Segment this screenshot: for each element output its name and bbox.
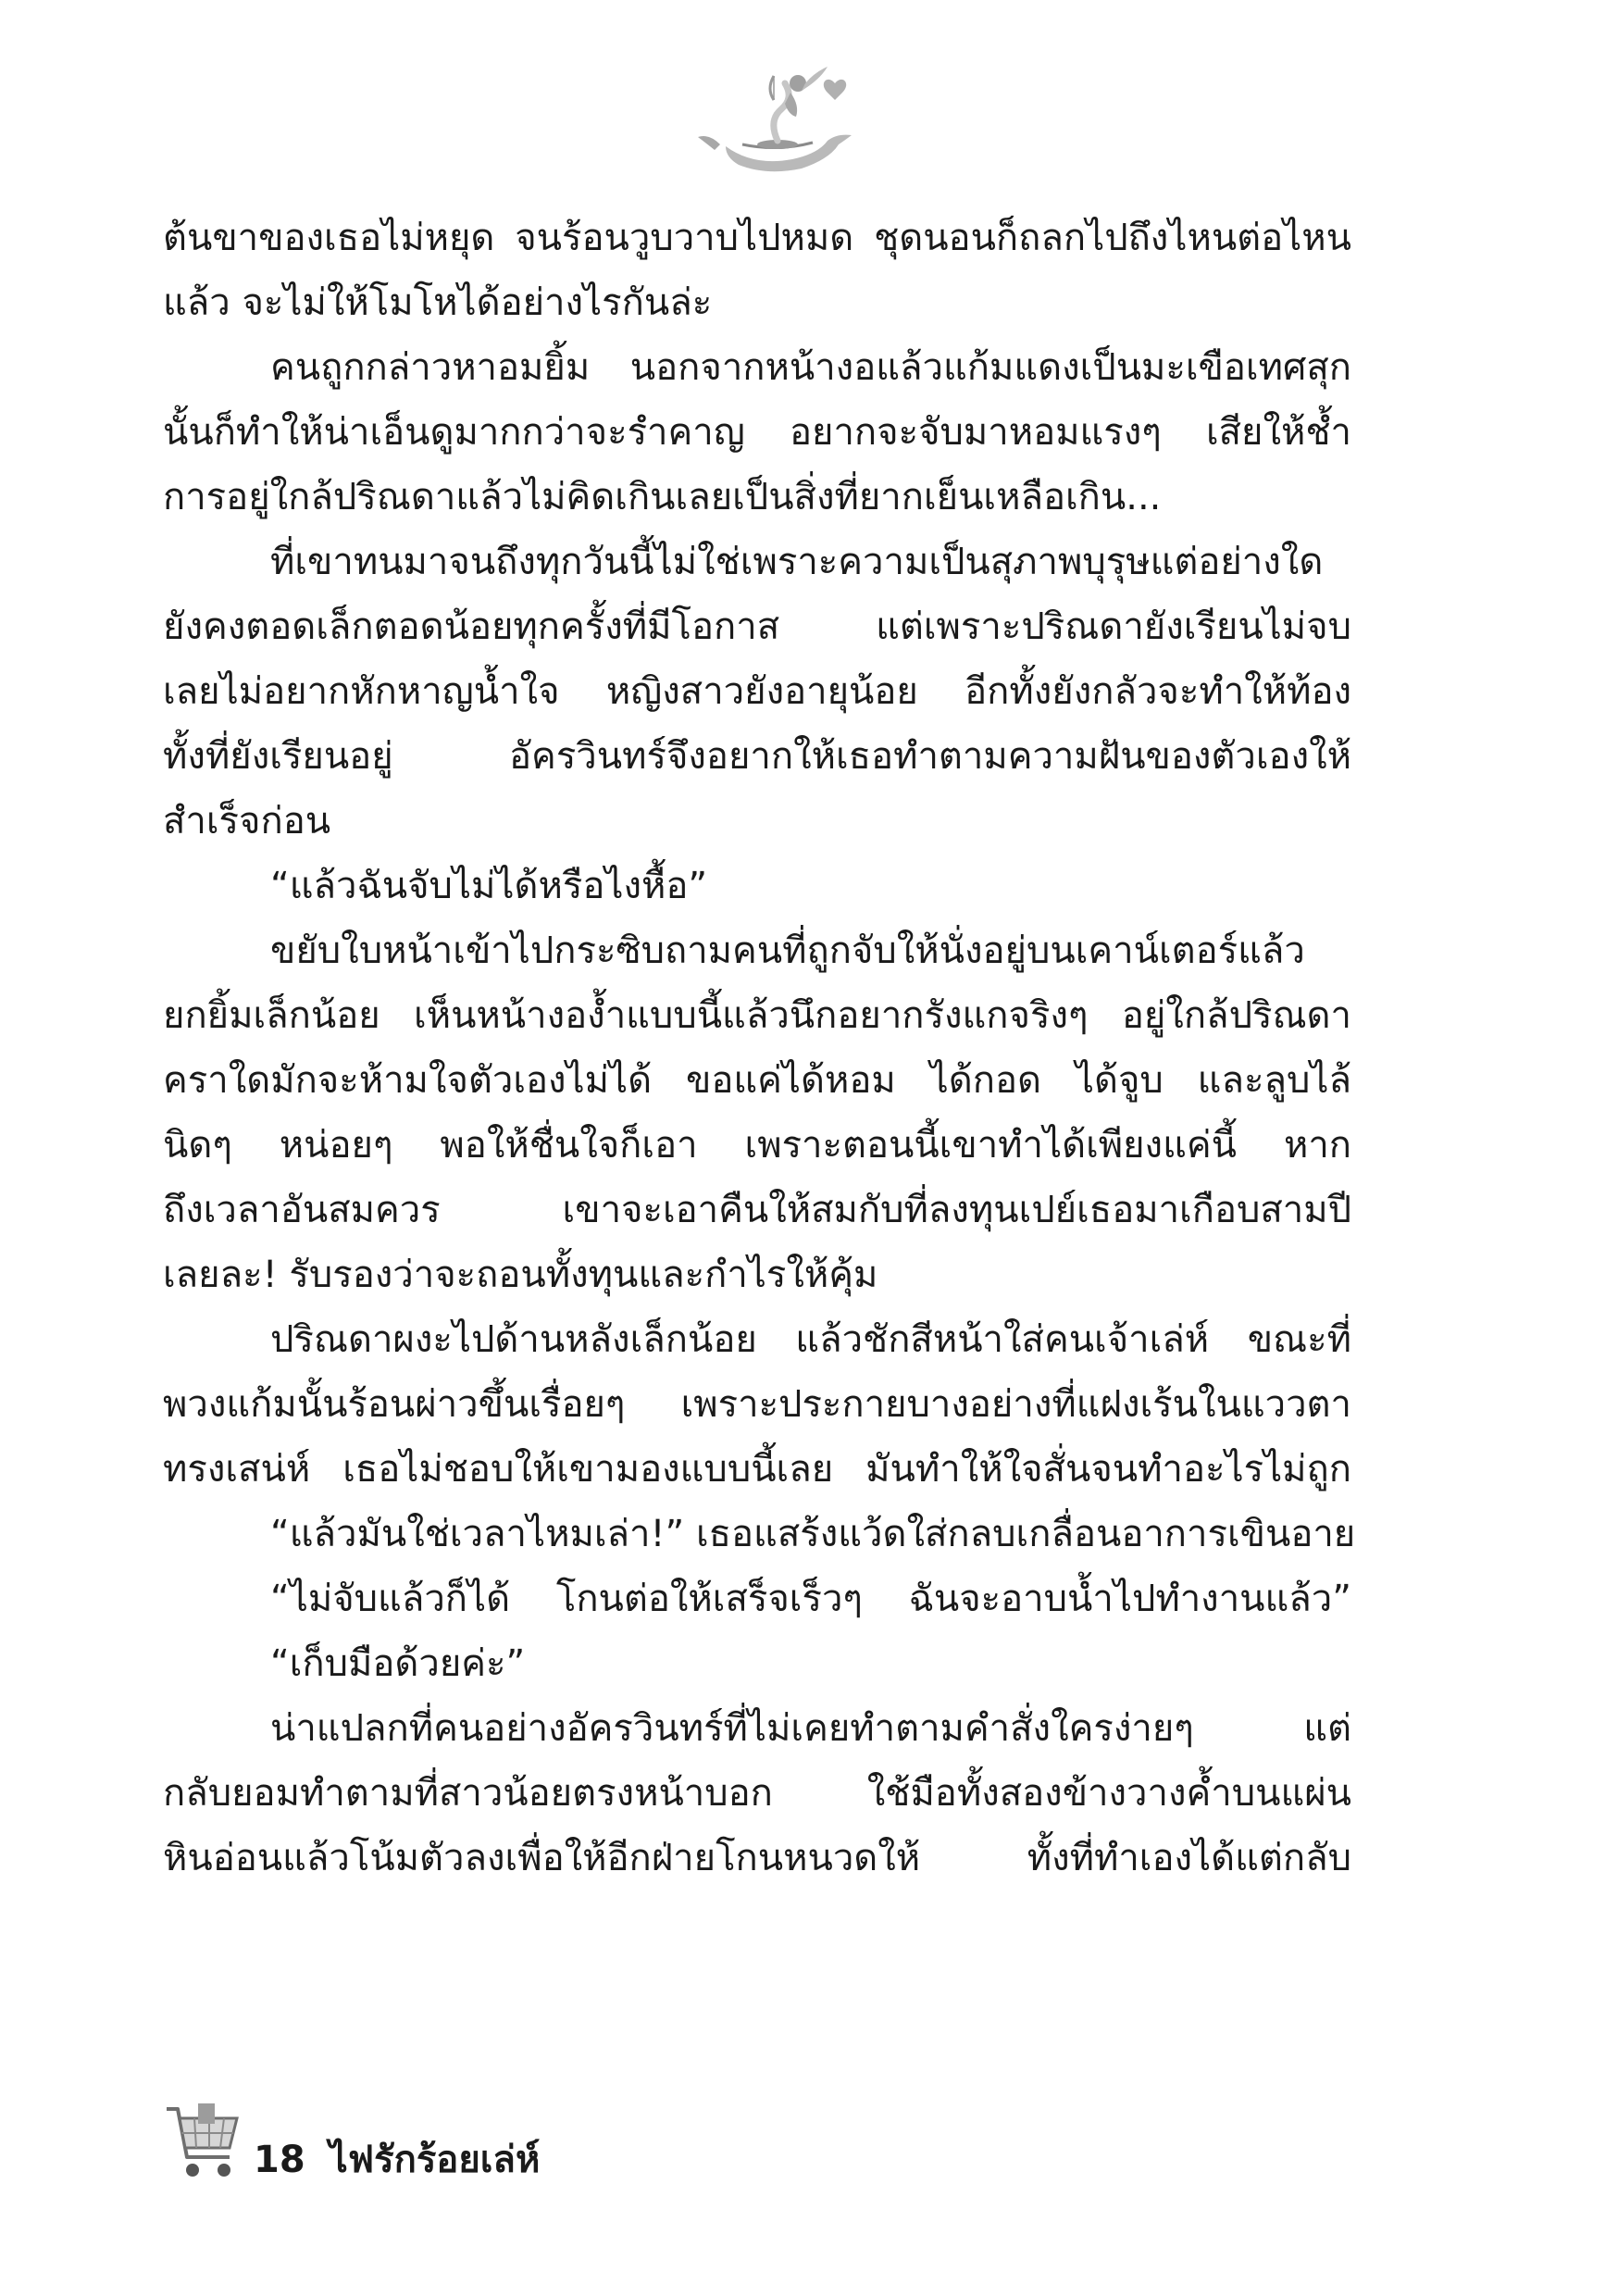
text-line: ขยับใบหน้าเข้าไปกระซิบถามคนที่ถูกจับให้นั่งอยู่บนเคาน์เตอร์แล้ว — [270, 930, 1305, 972]
text-line: ต้นขาของเธอไม่หยุด จนร้อนวูบวาบไปหมด ชุดนอนก็ถลกไปถึงไหนต่อไหน — [163, 217, 1351, 259]
text-line: “แล้วมันใช่เวลาไหมเล่า!” เธอแสร้งแว้ดใส่กลบเกลื่อนอาการเขินอาย — [270, 1513, 1356, 1555]
text-line: หินอ่อนแล้วโน้มตัวลงเพื่อให้อีกฝ่ายโกนหนวดให้ ทั้งที่ทำเองได้แต่กลับ — [163, 1837, 1351, 1879]
text-line: คราใดมักจะห้ามใจตัวเองไม่ได้ ขอแค่ได้หอม ได้กอด ได้จูบ และลูบไล้ — [163, 1059, 1351, 1102]
text-line: กลับยอมทำตามที่สาวน้อยตรงหน้าบอก ใช้มือทั้งสองข้างวางค้ำบนแผ่น — [163, 1772, 1351, 1815]
text-line: นั้นก็ทำให้น่าเอ็นดูมากกว่าจะรำคาญ อยากจะจับมาหอมแรงๆ เสียให้ช้ำ — [163, 411, 1351, 454]
text-line: พวงแก้มนั้นร้อนผ่าวขึ้นเรื่อยๆ เพราะประกายบางอย่างที่แฝงเร้นในแววตา — [163, 1383, 1351, 1426]
text-line: ยกยิ้มเล็กน้อย เห็นหน้างอง้ำแบบนี้แล้วนึกอยากรังแกจริงๆ อยู่ใกล้ปริณดา — [163, 994, 1351, 1037]
text-line: นิดๆ หน่อยๆ พอให้ชื่นใจก็เอา เพราะตอนนี้เขาทำได้เพียงแค่นี้ หาก — [163, 1124, 1351, 1167]
page-number: 18 — [254, 2139, 305, 2181]
text-line: “เก็บมือด้วยค่ะ” — [270, 1642, 526, 1685]
text-line: “ไม่จับแล้วก็ได้ โกนต่อให้เสร็จเร็วๆ ฉันจะอาบน้ำไปทำงานแล้ว” — [270, 1578, 1351, 1620]
text-line: คนถูกกล่าวหาอมยิ้ม นอกจากหน้างอแล้วแก้มแดงเป็นมะเขือเทศสุก — [270, 346, 1351, 389]
shopping-cart-icon — [163, 2100, 241, 2183]
text-line: แล้ว จะไม่ให้โมโหได้อย่างไรกันล่ะ — [163, 281, 713, 324]
chapter-body-text — [163, 206, 1356, 1890]
text-line: เลยละ! รับรองว่าจะถอนทั้งทุนและกำไรให้คุ้ม — [163, 1254, 878, 1296]
text-line: “แล้วฉันจับไม่ได้หรือไงหื้อ” — [270, 865, 708, 907]
text-line: ทั้งที่ยังเรียนอยู่ อัครวินทร์จึงอยากให้เธอทำตามความฝันของตัวเองให้ — [163, 735, 1351, 778]
text-line: ถึงเวลาอันสมควร เขาจะเอาคืนให้สมกับที่ลงทุนเปย์เธอมาเกือบสามปี — [163, 1189, 1351, 1231]
text-line: การอยู่ใกล้ปริณดาแล้วไม่คิดเกินเลยเป็นสิ่งที่ยากเย็นเหลือเกิน... — [163, 476, 1162, 518]
text-line: สำเร็จก่อน — [163, 800, 331, 842]
text-line: ยังคงตอดเล็กตอดน้อยทุกครั้งที่มีโอกาส แต่เพราะปริณดายังเรียนไม่จบ — [163, 605, 1351, 648]
text-line: ปริณดาผงะไปด้านหลังเล็กน้อย แล้วชักสีหน้าใส่คนเจ้าเล่ห์ ขณะที่ — [270, 1318, 1351, 1361]
page-footer — [163, 2090, 540, 2183]
text-line: ทรงเสน่ห์ เธอไม่ชอบให้เขามองแบบนี้เลย มันทำให้ใจสั่นจนทำอะไรไม่ถูก — [163, 1448, 1351, 1491]
text-line: เลยไม่อยากหักหาญน้ำใจ หญิงสาวยังอายุน้อย อีกทั้งยังกลัวจะทำให้ท้อง — [163, 670, 1351, 713]
text-line: น่าแปลกที่คนอย่างอัครวินทร์ที่ไม่เคยทำตามคำสั่งใครง่ายๆ แต่ — [270, 1707, 1351, 1750]
cupid-teapot-ornament-icon — [689, 56, 865, 176]
book-title: ไฟรักร้อยเล่ห์ — [329, 2139, 541, 2181]
text-line: ที่เขาทนมาจนถึงทุกวันนี้ไม่ใช่เพราะความเป็นสุภาพบุรุษแต่อย่างใด — [270, 541, 1324, 583]
